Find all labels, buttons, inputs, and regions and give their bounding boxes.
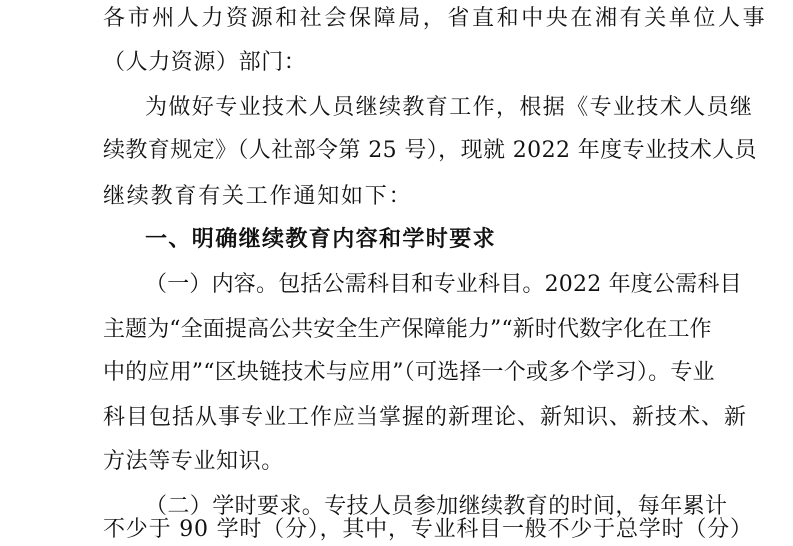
intro-paragraph-line-2: 续教育规定》（人社部令第 25 号），现就 2022 年度专业技术人员 [103,138,757,163]
intro-paragraph-line-3: 继续教育有关工作通知如下： [103,184,413,209]
addressee-line-1: 各市州人力资源和社会保障局，省直和中央在湘有关单位人事 [103,6,768,31]
content-paragraph-line-2: 主题为“全面提高公共安全生产保障能力”“新时代数字化在工作 [103,317,712,342]
section-heading: 一、明确继续教育内容和学时要求 [145,227,497,252]
hours-paragraph-line-2: 不少于 90 学时（分），其中，专业科目一般不少于总学时（分） [103,517,753,542]
addressee-line-2: （人力资源）部门： [103,50,307,75]
content-paragraph-line-5: 方法等专业知识。 [103,449,284,474]
content-paragraph-line-3: 中的应用”“区块链技术与应用”（可选择一个或多个学习）。专业 [103,360,715,385]
hours-paragraph-line-1: （二）学时要求。专技人员参加继续教育的时间，每年累计 [145,494,728,519]
intro-paragraph-line-1: 为做好专业技术人员继续教育工作，根据《专业技术人员继 [145,95,754,120]
content-paragraph-line-1: （一）内容。包括公需科目和专业科目。2022 年度公需科目 [145,272,742,297]
content-paragraph-line-4: 科目包括从事专业工作应当掌握的新理论、新知识、新技术、新 [103,405,748,430]
